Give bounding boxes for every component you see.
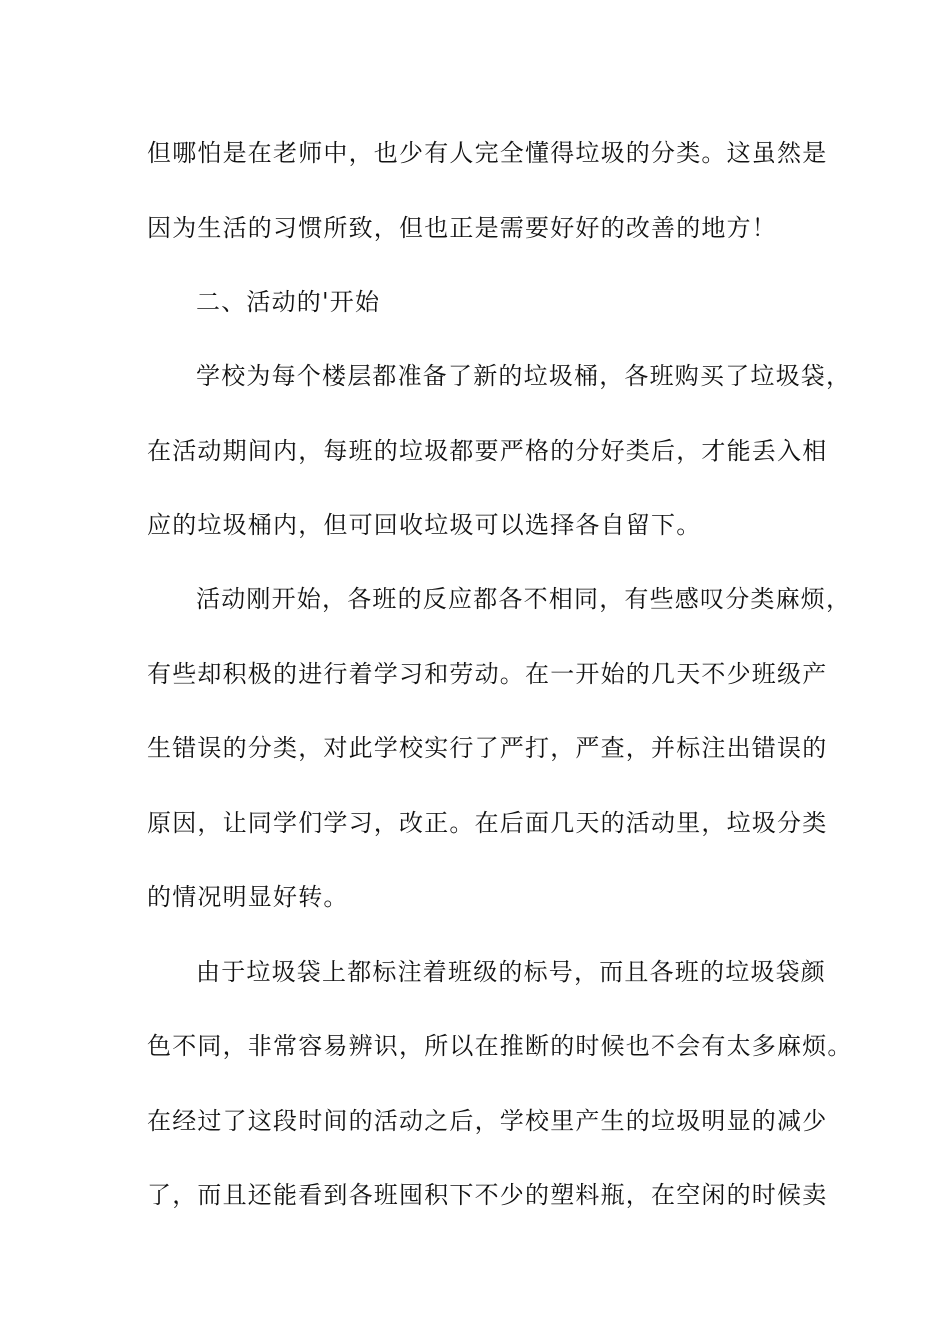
text-line: 有些却积极的进行着学习和劳动。在一开始的几天不少班级产: [147, 660, 828, 688]
text-line: 生错误的分类，对此学校实行了严打，严查，并标注出错误的: [147, 734, 828, 762]
text-line: 但哪怕是在老师中，也少有人完全懂得垃圾的分类。这虽然是: [147, 139, 828, 167]
text-line: 原因，让同学们学习，改正。在后面几天的活动里，垃圾分类: [147, 809, 828, 837]
text-line: 应的垃圾桶内，但可回收垃圾可以选择各自留下。: [147, 511, 702, 539]
text-line: 在活动期间内，每班的垃圾都要严格的分好类后，才能丢入相: [147, 437, 828, 465]
text-line: 学校为每个楼层都准备了新的垃圾桶，各班购买了垃圾袋，: [196, 362, 852, 390]
text-line: 色不同，非常容易辨识，所以在推断的时候也不会有太多麻烦。: [147, 1032, 853, 1060]
text-line: 的情况明显好转。: [147, 883, 349, 911]
text-line: 由于垃圾袋上都标注着班级的标号，而且各班的垃圾袋颜: [196, 958, 826, 986]
text-line: 活动刚开始，各班的反应都各不相同，有些感叹分类麻烦，: [196, 585, 852, 613]
section-heading: 二、活动的'开始: [196, 288, 381, 316]
text-line: 在经过了这段时间的活动之后，学校里产生的垃圾明显的减少: [147, 1107, 828, 1135]
text-line: 了，而且还能看到各班囤积下不少的塑料瓶，在空闲的时候卖: [147, 1181, 828, 1209]
text-line: 因为生活的习惯所致，但也正是需要好好的改善的地方！: [147, 214, 777, 242]
